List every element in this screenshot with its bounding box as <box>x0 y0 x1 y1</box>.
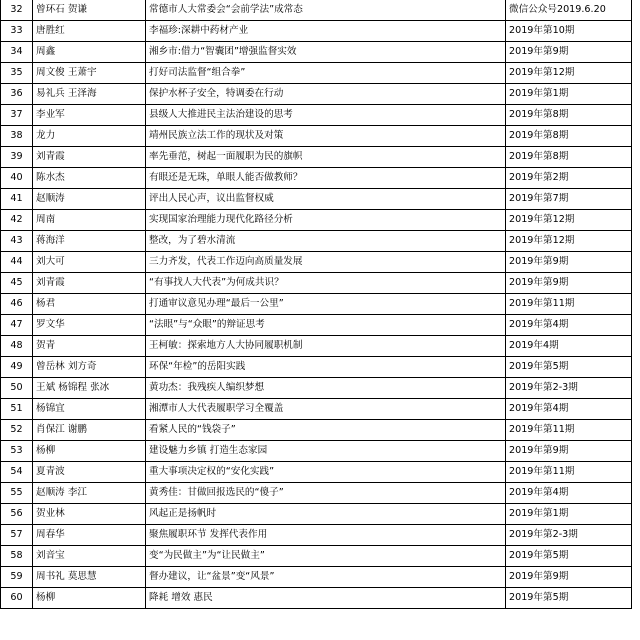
row-number: 58 <box>1 546 33 567</box>
table-row <box>1 441 632 462</box>
title-cell: 重大事项决定权的“安化实践” <box>146 462 506 483</box>
author-cell: 易礼兵 王泽海 <box>33 84 146 105</box>
author-cell: 刘大可 <box>33 252 146 273</box>
author-cell: 王斌 杨锦程 张冰 <box>33 378 146 399</box>
table-row <box>1 231 632 252</box>
source-cell: 2019年第12期 <box>506 63 632 84</box>
table-row <box>1 378 632 399</box>
author-cell: 夏青波 <box>33 462 146 483</box>
title-cell: 李福珍:深耕中药材产业 <box>146 21 506 42</box>
author-cell: 杨柳 <box>33 588 146 609</box>
author-cell: 赵顺涛 李江 <box>33 483 146 504</box>
row-number: 35 <box>1 63 33 84</box>
table-row <box>1 336 632 357</box>
row-number: 37 <box>1 105 33 126</box>
row-number: 60 <box>1 588 33 609</box>
table-row <box>1 462 632 483</box>
table-row <box>1 525 632 546</box>
source-cell: 2019年第11期 <box>506 294 632 315</box>
row-number: 53 <box>1 441 33 462</box>
author-cell: 蒋海洋 <box>33 231 146 252</box>
table-row <box>1 105 632 126</box>
row-number: 41 <box>1 189 33 210</box>
title-cell: 县级人大推进民主法治建设的思考 <box>146 105 506 126</box>
source-cell: 2019年第5期 <box>506 357 632 378</box>
row-number: 50 <box>1 378 33 399</box>
row-number: 33 <box>1 21 33 42</box>
source-cell: 2019年第5期 <box>506 546 632 567</box>
author-cell: 唐胜红 <box>33 21 146 42</box>
title-cell: 王柯敏：探索地方人大协同履职机制 <box>146 336 506 357</box>
title-cell: 实现国家治理能力现代化路径分析 <box>146 210 506 231</box>
title-cell: 三力齐发，代表工作迈向高质量发展 <box>146 252 506 273</box>
source-cell: 2019年第1期 <box>506 84 632 105</box>
title-cell: 湘潭市人大代表履职学习全覆盖 <box>146 399 506 420</box>
row-number: 45 <box>1 273 33 294</box>
source-cell: 2019年第9期 <box>506 273 632 294</box>
source-cell: 2019年第10期 <box>506 21 632 42</box>
row-number: 42 <box>1 210 33 231</box>
source-cell: 2019年第9期 <box>506 567 632 588</box>
table-row <box>1 294 632 315</box>
row-number: 44 <box>1 252 33 273</box>
title-cell: 率先垂范，树起一面履职为民的旗帜 <box>146 147 506 168</box>
table-row <box>1 126 632 147</box>
table-row <box>1 189 632 210</box>
row-number: 40 <box>1 168 33 189</box>
author-cell: 贺业林 <box>33 504 146 525</box>
row-number: 59 <box>1 567 33 588</box>
source-cell: 2019年第9期 <box>506 252 632 273</box>
title-cell: “法眼”与“众眼”的辩证思考 <box>146 315 506 336</box>
source-cell: 微信公众号2019.6.20 <box>506 0 632 21</box>
row-number: 36 <box>1 84 33 105</box>
row-number: 49 <box>1 357 33 378</box>
author-cell: 刘青霞 <box>33 147 146 168</box>
author-cell: 杨柳 <box>33 441 146 462</box>
row-number: 51 <box>1 399 33 420</box>
author-cell: 周文俊 王萧宇 <box>33 63 146 84</box>
author-cell: 罗文华 <box>33 315 146 336</box>
title-cell: 湘乡市:借力“智囊团”增强监督实效 <box>146 42 506 63</box>
table-row <box>1 504 632 525</box>
table-row <box>1 84 632 105</box>
title-cell: 督办建议，让“盆景”变“风景” <box>146 567 506 588</box>
author-cell: 赵顺涛 <box>33 189 146 210</box>
author-cell: 陈水杰 <box>33 168 146 189</box>
table-row <box>1 315 632 336</box>
article-list-body <box>1 0 632 609</box>
table-row <box>1 588 632 609</box>
title-cell: 建设魅力乡镇 打造生态家园 <box>146 441 506 462</box>
table-row <box>1 399 632 420</box>
table-row <box>1 273 632 294</box>
table-row <box>1 483 632 504</box>
source-cell: 2019年4期 <box>506 336 632 357</box>
source-cell: 2019年第8期 <box>506 105 632 126</box>
table-row <box>1 357 632 378</box>
author-cell: 肖保江 谢鹏 <box>33 420 146 441</box>
title-cell: 靖州民族立法工作的现状及对策 <box>146 126 506 147</box>
author-cell: 曾环石 贺谦 <box>33 0 146 21</box>
table-row <box>1 42 632 63</box>
title-cell: 黄功杰：我残疾人编织梦想 <box>146 378 506 399</box>
author-cell: 刘音宝 <box>33 546 146 567</box>
table-row <box>1 168 632 189</box>
title-cell: 环保“年检”的岳阳实践 <box>146 357 506 378</box>
table-row <box>1 21 632 42</box>
author-cell: 周春华 <box>33 525 146 546</box>
author-cell: 龙力 <box>33 126 146 147</box>
row-number: 43 <box>1 231 33 252</box>
table-row <box>1 546 632 567</box>
source-cell: 2019年第11期 <box>506 420 632 441</box>
row-number: 52 <box>1 420 33 441</box>
table-row <box>1 147 632 168</box>
source-cell: 2019年第4期 <box>506 315 632 336</box>
source-cell: 2019年第8期 <box>506 147 632 168</box>
title-cell: 看紧人民的“钱袋子” <box>146 420 506 441</box>
row-number: 39 <box>1 147 33 168</box>
source-cell: 2019年第2期 <box>506 168 632 189</box>
title-cell: 常德市人大常委会“会前学法”成常态 <box>146 0 506 21</box>
title-cell: 黄秀佳：甘做回报选民的“傻子” <box>146 483 506 504</box>
source-cell: 2019年第9期 <box>506 441 632 462</box>
row-number: 34 <box>1 42 33 63</box>
source-cell: 2019年第2-3期 <box>506 378 632 399</box>
title-cell: “有事找人大代表”为何成共识？ <box>146 273 506 294</box>
source-cell: 2019年第5期 <box>506 588 632 609</box>
author-cell: 周鑫 <box>33 42 146 63</box>
source-cell: 2019年第12期 <box>506 210 632 231</box>
source-cell: 2019年第12期 <box>506 231 632 252</box>
table-row <box>1 420 632 441</box>
author-cell: 曾岳林 刘方奇 <box>33 357 146 378</box>
author-cell: 李业军 <box>33 105 146 126</box>
source-cell: 2019年第4期 <box>506 483 632 504</box>
author-cell: 周南 <box>33 210 146 231</box>
author-cell: 贺青 <box>33 336 146 357</box>
row-number: 38 <box>1 126 33 147</box>
author-cell: 刘青霞 <box>33 273 146 294</box>
source-cell: 2019年第4期 <box>506 399 632 420</box>
title-cell: 打通审议意见办理“最后一公里” <box>146 294 506 315</box>
title-cell: 整改，为了碧水清流 <box>146 231 506 252</box>
row-number: 56 <box>1 504 33 525</box>
table-row <box>1 210 632 231</box>
source-cell: 2019年第7期 <box>506 189 632 210</box>
table-row <box>1 0 632 21</box>
title-cell: 有眼还是无珠，单眼人能否做教师？ <box>146 168 506 189</box>
source-cell: 2019年第1期 <box>506 504 632 525</box>
source-cell: 2019年第8期 <box>506 126 632 147</box>
author-cell: 周书礼 莫思慧 <box>33 567 146 588</box>
row-number: 54 <box>1 462 33 483</box>
title-cell: 评出人民心声，议出监督权威 <box>146 189 506 210</box>
table-row <box>1 63 632 84</box>
title-cell: 变“为民做主”为“让民做主” <box>146 546 506 567</box>
title-cell: 打好司法监督“组合拳” <box>146 63 506 84</box>
author-cell: 杨锦宜 <box>33 399 146 420</box>
source-cell: 2019年第11期 <box>506 462 632 483</box>
row-number: 47 <box>1 315 33 336</box>
title-cell: 聚焦履职环节 发挥代表作用 <box>146 525 506 546</box>
row-number: 57 <box>1 525 33 546</box>
source-cell: 2019年第9期 <box>506 42 632 63</box>
table-row <box>1 252 632 273</box>
row-number: 32 <box>1 0 33 21</box>
row-number: 55 <box>1 483 33 504</box>
title-cell: 保护水杯子安全，特调委在行动 <box>146 84 506 105</box>
row-number: 48 <box>1 336 33 357</box>
title-cell: 风起正是扬帆时 <box>146 504 506 525</box>
source-cell: 2019年第2-3期 <box>506 525 632 546</box>
row-number: 46 <box>1 294 33 315</box>
table-row <box>1 567 632 588</box>
title-cell: 降耗 增效 惠民 <box>146 588 506 609</box>
author-cell: 杨君 <box>33 294 146 315</box>
